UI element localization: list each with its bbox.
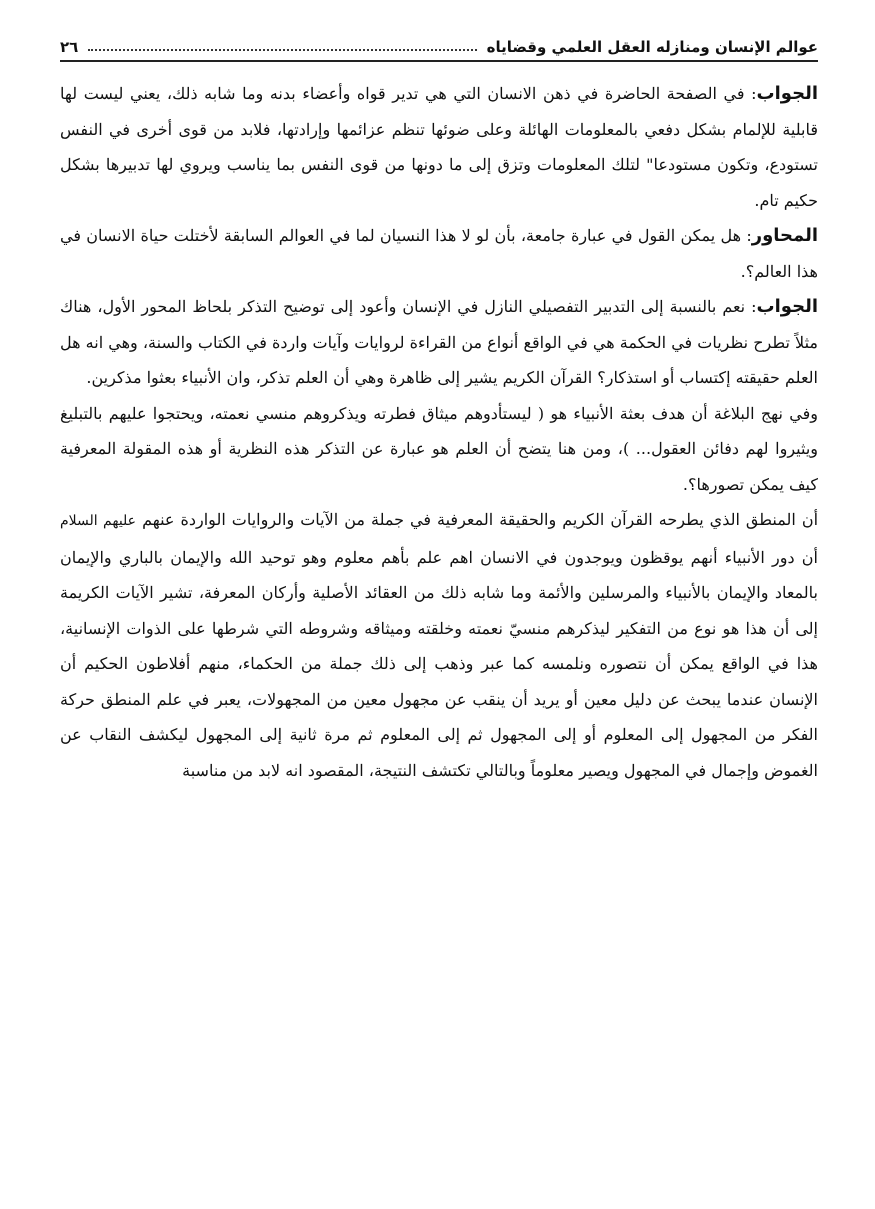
page-number: ٢٦: [60, 38, 79, 56]
header-title: عوالم الإنسان ومنازله العقل العلمي وقضاياه: [486, 38, 818, 56]
paragraph-text: نعم بالنسبة إلى التدبير التفصيلي النازل في الإنسان وأعود إلى توضيح التذكر بلحاظ المحور الأول، هناك مثلاً تطرح نظريات في الحكمة هي في الواقع أنواع من القراءة لروايات وآيات واردة في الكتاب والسنة، وهي انه هل العلم حقيقته إكتساب أو استذكار؟ القرآن الكريم يشير إلى ظاهرة وهي أن العلم تذكر، وان الأنبياء بعثوا مذكرين.: [60, 297, 818, 387]
honorific-mark: عليهم السلام: [60, 513, 137, 529]
paragraph-answer-1: الجواب: في الصفحة الحاضرة في ذهن الانسان التي هي تدير قواه وأعضاء بدنه وما شابه ذلك، يعني ليست لها قابلية للإلمام بشكل دفعي بالمعلومات الهائلة وعلى ضوئها تنظم عزائمها وإرادتها، فلابد من قوى أخرى في النفس تستودع، وتكون مستودعا" لتلك المعلومات وتزق إلى ما دونها من قوى النفس بما يناسب ويروي لها تدبيرها بشكل حكيم تام.: [60, 83, 818, 210]
speaker-label: المحاور: [751, 225, 818, 246]
paragraph-question-1: المحاور: هل يمكن القول في عبارة جامعة، بأن لو لا هذا النسيان لما في العوالم السابقة لأختلت حياة الانسان في هذا العالم؟.: [60, 225, 818, 281]
speaker-label: الجواب: [756, 296, 818, 317]
paragraph-text: وفي نهج البلاغة أن هدف بعثة الأنبياء هو ( ليستأدوهم ميثاق فطرته ويذكروهم منسي نعمته، ويحتجوا عليهم بالتبليغ ويثيروا لهم دفائن العقول... )، ومن هنا يتضح أن العلم هو عبارة عن التذكر هذه النظرية أو هذه المقولة المعرفية كيف يمكن تصورها؟.: [60, 403, 818, 494]
speaker-label: الجواب: [756, 83, 818, 104]
paragraph-quran-logic: [60, 502, 818, 788]
paragraph-answer-2: الجواب: نعم بالنسبة إلى التدبير التفصيلي النازل في الإنسان وأعود إلى توضيح التذكر بلحاظ المحور الأول، هناك مثلاً تطرح نظريات في الحكمة هي في الواقع أنواع من القراءة لروايات وآيات واردة في الكتاب والسنة، وهي انه هل العلم حقيقته إكتساب أو استذكار؟ القرآن الكريم يشير إلى ظاهرة وهي أن العلم تذكر، وان الأنبياء بعثوا مذكرين.: [60, 296, 818, 387]
paragraph-text-start: أن المنطق الذي يطرحه القرآن الكريم والحقيقة المعرفية في جملة من الآيات والروايات الواردة عنهم: [142, 510, 819, 529]
page-body: [60, 76, 818, 788]
header-dot-leader: [88, 49, 476, 51]
paragraph-nahj-quote: [60, 396, 818, 503]
paragraph-text: هل يمكن القول في عبارة جامعة، بأن لو لا هذا النسيان لما في العوالم السابقة لأختلت حياة الانسان في هذا العالم؟.: [60, 226, 818, 281]
paragraph-text: في الصفحة الحاضرة في ذهن الانسان التي هي تدير قواه وأعضاء بدنه وما شابه ذلك، يعني ليست لها قابلية للإلمام بشكل دفعي بالمعلومات الهائلة وعلى ضوئها تنظم عزائمها وإرادتها، فلابد من قوى أخرى في النفس تستودع، وتكون مستودعا" لتلك المعلومات وتزق إلى ما دونها من قوى النفس بما يناسب ويروي لها تدبيرها بشكل حكيم تام.: [60, 84, 818, 210]
running-header: [60, 22, 818, 62]
paragraph-text: أن دور الأنبياء أنهم يوقظون ويوجدون في الانسان اهم علم بأهم معلوم وهو توحيد الله والإيمان بالباري والإيمان بالمعاد والإيمان بالأنبياء والمرسلين والأئمة وما شابه ذلك من العقائد الأصلية وأركان المعرفة، تشير الآيات الكريمة إلى أن هذا هو نوع من التفكير ليذكرهم منسيّ نعمته وخلقته وميثاقه وشروطه التي شرطها على الذوات الإنسانية، هذا في الواقع يمكن أن نتصوره ونلمسه كما عبر وذهب إلى ذلك جملة من الحكماء، منهم أفلاطون الحكيم أن الإنسان عندما يبحث عن دليل معين أو يريد أن ينقب عن مجهول معين من المجهولات، يعبر في علم المنطق حركة الفكر من المجهول إلى المعلوم أو إلى المجهول ثم إلى المعلوم ثم مرة ثانية إلى المجهول ليكشف النقاب عن الغموض وإجمال في المجهول ويصير معلوماً وبالتالي تكتشف النتيجة، المقصود انه لابد من مناسبة: [60, 547, 819, 780]
book-page: [60, 22, 818, 1192]
